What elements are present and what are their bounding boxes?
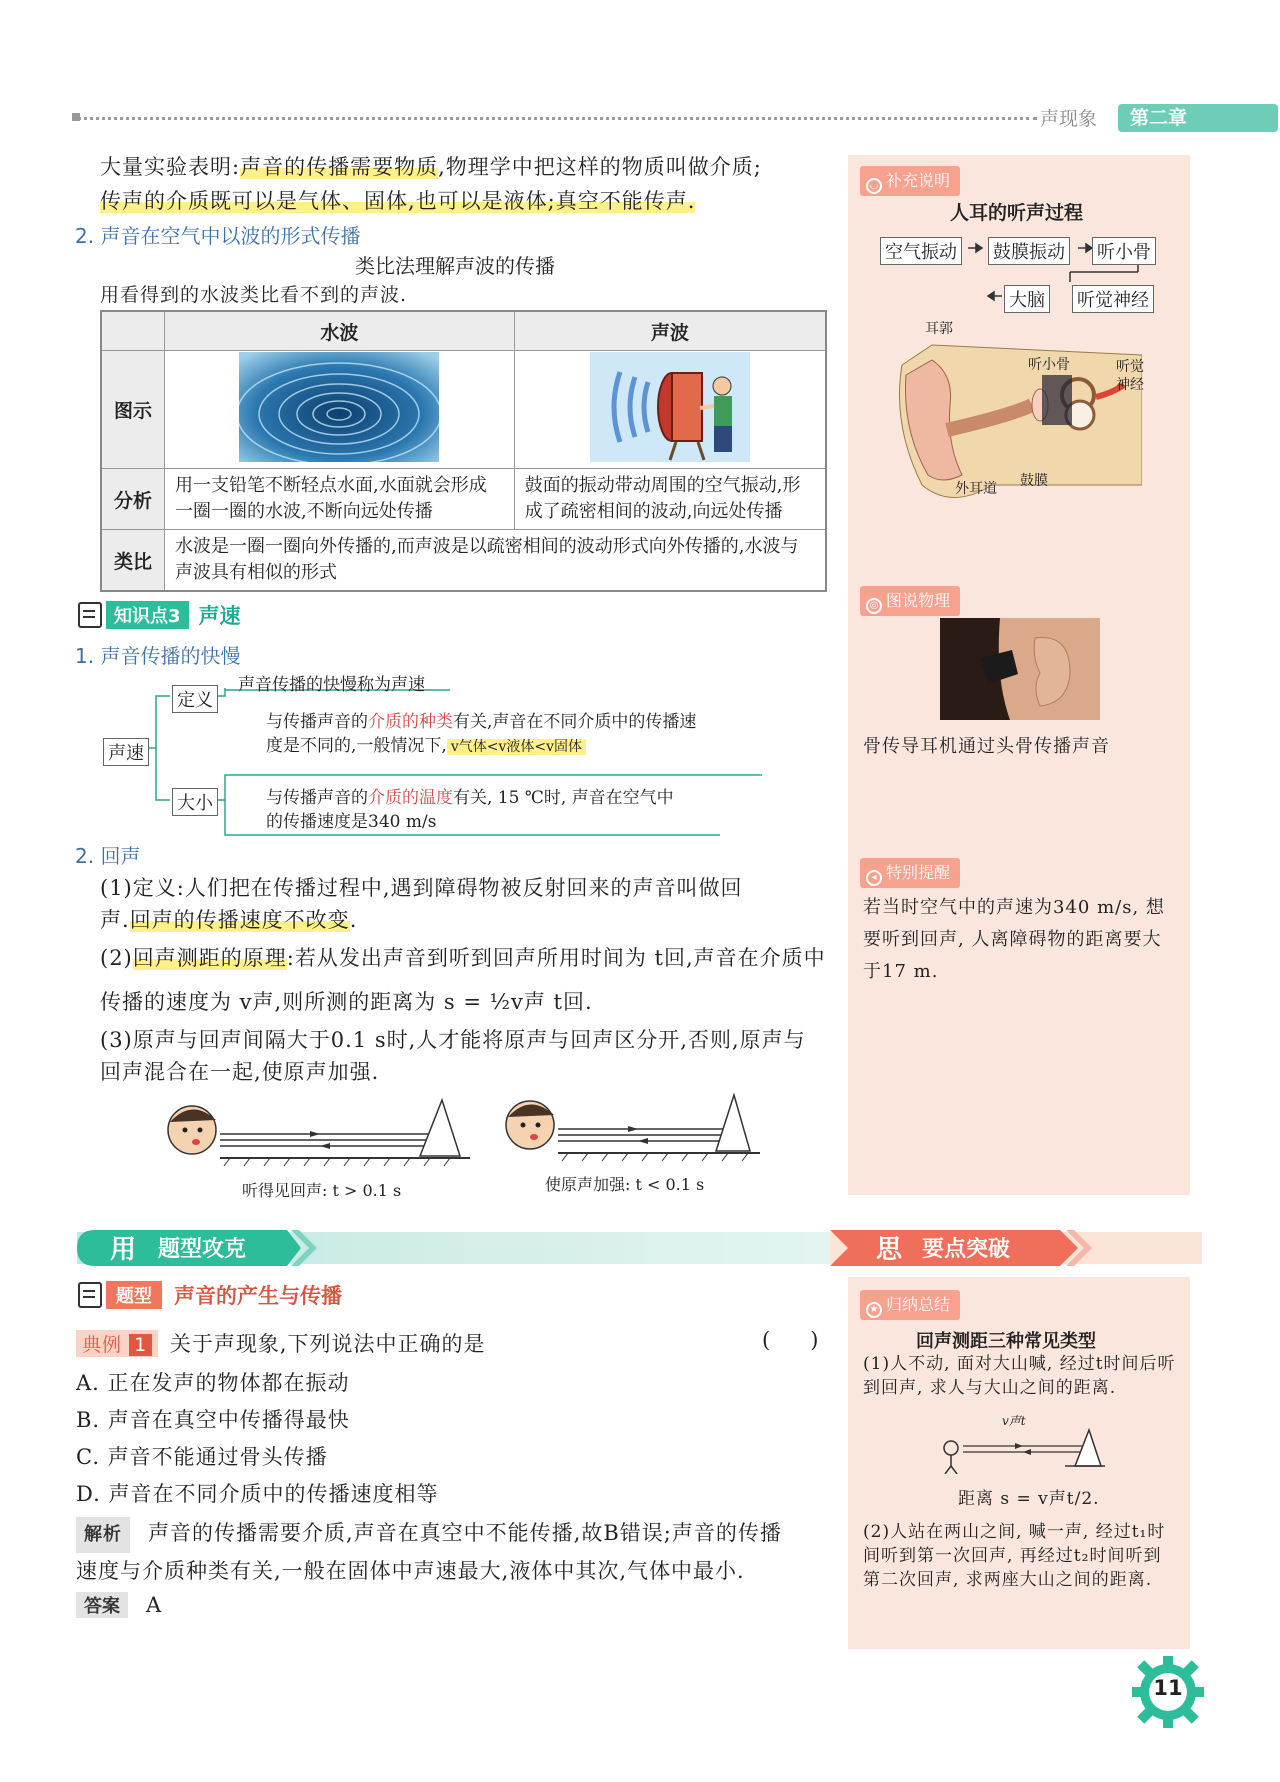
echo-text: (2) bbox=[100, 946, 133, 970]
table-row bbox=[101, 351, 826, 469]
summary-tag bbox=[860, 1290, 960, 1320]
table-header-water: 水波 bbox=[165, 311, 515, 351]
speed-order-formula: v气体<v液体<v固体 bbox=[447, 739, 586, 755]
example-row bbox=[76, 1328, 486, 1358]
echo-diagram-2 bbox=[498, 1085, 778, 1185]
drum-sound-image bbox=[590, 352, 750, 462]
special-reminder-tag bbox=[860, 858, 960, 888]
knowledge-badge: 知识点3 bbox=[106, 601, 189, 629]
speed-medium-type bbox=[266, 710, 766, 759]
compare-text: 水波是一圈一圈向外传播的,而声波是以疏密相间的波动形式向外传播的,水波与声波具有相似的形式 bbox=[165, 530, 827, 592]
special-reminder-tag-label: 特别提醒 bbox=[886, 863, 951, 882]
special-reminder-text: 若当时空气中的声速为340 m/s, 想要听到回声, 人离障碍物的距离要大于17 m. bbox=[863, 897, 1165, 982]
header-chapter-tab: 第二章 bbox=[1118, 104, 1278, 132]
knowledge-point-heading bbox=[78, 600, 241, 630]
choice-d[interactable]: D. 声音在不同介质中的传播速度相等 bbox=[76, 1482, 439, 1506]
summary-formula-top: v声t bbox=[1002, 1414, 1026, 1428]
echo-highlight: 回声的传播速度不改变 bbox=[129, 908, 350, 932]
definition-box: 定义 bbox=[172, 685, 218, 713]
table-row bbox=[101, 311, 826, 351]
page-number: 11 bbox=[1153, 1676, 1183, 1700]
smile-icon: ◡ bbox=[866, 178, 882, 194]
echo-formula: 传播的速度为 v声,则所测的距离为 s = ½v声 t回. bbox=[100, 990, 593, 1014]
analogy-lead: 用看得到的水波类比看不到的声波. bbox=[100, 284, 408, 306]
notebook-icon bbox=[78, 1282, 102, 1308]
analysis-block bbox=[76, 1515, 836, 1589]
speed-root-box: 声速 bbox=[103, 738, 149, 766]
definition-text: 声音传播的快慢称为声速 bbox=[238, 675, 425, 695]
magnifier-icon: ◎ bbox=[866, 598, 882, 614]
water-wave-image bbox=[239, 352, 439, 462]
analysis-label: 解析 bbox=[76, 1517, 130, 1553]
section-heading-wave: 2. 声音在空气中以波的形式传播 bbox=[75, 224, 361, 248]
ear-label-eardrum: 鼓膜 bbox=[1020, 473, 1048, 489]
echo-heading: 2. 回声 bbox=[75, 844, 141, 868]
row-label-figure: 图示 bbox=[101, 351, 165, 469]
table-header-sound: 声波 bbox=[514, 311, 826, 351]
sound-wave-figure bbox=[514, 351, 826, 469]
intro-rest: ,物理学中把这样的物质叫做介质; bbox=[438, 155, 762, 179]
analysis-text: 声音的传播需要介质,声音在真空中不能传播,故B错误;声音的传播 bbox=[148, 1521, 782, 1545]
ear-label-ear-canal: 外耳道 bbox=[955, 481, 997, 497]
echo-text: :若从发出声音到听到回声所用时间为 t回,声音在介质中 bbox=[286, 946, 826, 970]
choice-c[interactable]: C. 声音不能通过骨头传播 bbox=[76, 1445, 328, 1469]
echo-diagram-1 bbox=[160, 1090, 480, 1190]
illustrated-physics-tag-label: 图说物理 bbox=[886, 591, 951, 610]
echo-text: (1)定义:人们把在传播过程中,遇到障碍物被反射回来的声音叫做回 bbox=[100, 876, 743, 900]
ear-label-pinna: 耳郭 bbox=[925, 321, 953, 337]
row-label-analysis: 分析 bbox=[101, 469, 165, 530]
example-label-text: 典例 bbox=[82, 1334, 123, 1356]
knowledge-title: 声速 bbox=[198, 604, 241, 628]
question-type-badge: 题型 bbox=[106, 1281, 162, 1309]
echo-text: 回声混合在一起,使原声加强. bbox=[100, 1060, 380, 1084]
summary-type-2: (2)人站在两山之间, 喊一声, 经过t₁时间听到第一次回声, 再经过t₂时间听到第二次回声, 求两座大山之间的距离. bbox=[863, 1522, 1166, 1590]
comparison-table bbox=[100, 310, 827, 592]
banner-right-icon: 思 bbox=[876, 1235, 903, 1265]
question-type-title: 声音的产生与传播 bbox=[174, 1284, 342, 1308]
choice-a[interactable]: A. 正在发声的物体都在振动 bbox=[76, 1371, 350, 1395]
flow-eardrum: 鼓膜振动 bbox=[988, 237, 1070, 265]
echo-principle bbox=[100, 936, 840, 1024]
analysis-water: 用一支铅笔不断轻点水面,水面就会形成一圈一圈的水波,不断向远处传播 bbox=[165, 469, 515, 530]
size-box: 大小 bbox=[172, 788, 218, 816]
choice-b[interactable]: B. 声音在真空中传播得最快 bbox=[76, 1408, 350, 1432]
flow-brain: 大脑 bbox=[1004, 285, 1050, 313]
star-icon: ★ bbox=[866, 1302, 882, 1318]
flow-ossicles: 听小骨 bbox=[1092, 237, 1156, 265]
speaker-icon: ◂ bbox=[866, 870, 882, 886]
table-row bbox=[101, 530, 826, 592]
analogy-subtitle: 类比法理解声波的传播 bbox=[355, 254, 555, 278]
flow-air: 空气振动 bbox=[880, 237, 962, 265]
speed-text: 有关, 15 ℃时, 声音在空气中 bbox=[453, 788, 674, 808]
notebook-icon bbox=[78, 602, 102, 628]
echo-text: 声. bbox=[100, 908, 130, 932]
hearing-title: 人耳的听声过程 bbox=[950, 202, 1084, 224]
speed-text: 度是不同的,一般情况下, bbox=[266, 736, 447, 756]
banner-left-icon: 用 bbox=[110, 1235, 137, 1265]
answer-parentheses: ( ) bbox=[762, 1328, 819, 1352]
header-section: 声现象 bbox=[1040, 108, 1098, 130]
intro-text: 大量实验表明: bbox=[100, 155, 241, 179]
water-wave-figure bbox=[165, 351, 515, 469]
analysis-text-2: 速度与介质种类有关,一般在固体中声速最大,液体中其次,气体中最小. bbox=[76, 1559, 745, 1583]
speed-heading: 1. 声音传播的快慢 bbox=[75, 644, 241, 668]
ear-label-ossicles: 听小骨 bbox=[1028, 357, 1070, 373]
echo-text: (3)原声与回声间隔大于0.1 s时,人才能将原声与回声区分开,否则,原声与 bbox=[100, 1028, 806, 1052]
intro-highlight-2: 传声的介质既可以是气体、固体,也可以是液体;真空不能传声. bbox=[100, 189, 696, 213]
row-label-compare: 类比 bbox=[101, 530, 165, 592]
analysis-sound: 鼓面的振动带动周围的空气振动,形成了疏密相间的波动,向远处传播 bbox=[514, 469, 826, 530]
banner-right-title: 要点突破 bbox=[922, 1237, 1011, 1262]
speed-text: 有关,声音在不同介质中的传播速 bbox=[453, 712, 697, 732]
choice-list bbox=[76, 1365, 438, 1513]
speed-red-term: 介质的温度 bbox=[368, 788, 453, 808]
banner-left-title: 题型攻克 bbox=[158, 1237, 247, 1262]
flow-auditory-nerve: 听觉神经 bbox=[1072, 285, 1154, 313]
question-stem: 关于声现象,下列说法中正确的是 bbox=[169, 1332, 486, 1356]
answer-value: A bbox=[146, 1593, 162, 1617]
echo-condition bbox=[100, 1024, 840, 1088]
table-corner bbox=[101, 311, 165, 351]
intro-paragraph bbox=[100, 150, 840, 218]
example-label bbox=[76, 1330, 158, 1357]
table-row bbox=[101, 469, 826, 530]
ear-label-nerve: 听觉神经 bbox=[1116, 359, 1144, 393]
summary-title: 回声测距三种常见类型 bbox=[916, 1331, 1096, 1352]
illustrated-physics-tag bbox=[860, 586, 960, 616]
summary-diagram bbox=[935, 1422, 1105, 1474]
summary-formula: 距离 s = v声t/2. bbox=[958, 1489, 1100, 1509]
answer-label: 答案 bbox=[76, 1592, 128, 1618]
speed-text: 的传播速度是340 m/s bbox=[266, 812, 437, 832]
echo-caption-1: 听得见回声: t > 0.1 s bbox=[242, 1181, 402, 1200]
summary-type-1: (1)人不动, 面对大山喊, 经过t时间后听到回声, 求人与大山之间的距离. bbox=[863, 1354, 1176, 1398]
question-type-heading bbox=[78, 1280, 342, 1310]
bone-conduction-caption: 骨传导耳机通过头骨传播声音 bbox=[863, 736, 1110, 757]
echo-highlight: 回声测距的原理 bbox=[132, 946, 287, 970]
bone-conduction-photo bbox=[940, 618, 1100, 720]
echo-caption-2: 使原声加强: t < 0.1 s bbox=[545, 1175, 705, 1194]
speed-red-term: 介质的种类 bbox=[368, 712, 453, 732]
speed-text: 与传播声音的 bbox=[266, 712, 368, 732]
speed-medium-temperature bbox=[266, 786, 766, 834]
speed-text: 与传播声音的 bbox=[266, 788, 368, 808]
answer-block bbox=[76, 1592, 161, 1618]
echo-definition bbox=[100, 872, 840, 936]
supplement-tag-label: 补充说明 bbox=[886, 171, 951, 190]
supplement-tag bbox=[860, 166, 960, 196]
summary-tag-label: 归纳总结 bbox=[886, 1295, 951, 1314]
echo-text: . bbox=[349, 908, 358, 932]
intro-highlight: 声音的传播需要物质 bbox=[240, 155, 439, 179]
example-number: 1 bbox=[129, 1334, 152, 1356]
header-rule bbox=[77, 117, 1037, 120]
ear-anatomy-image bbox=[892, 335, 1142, 510]
